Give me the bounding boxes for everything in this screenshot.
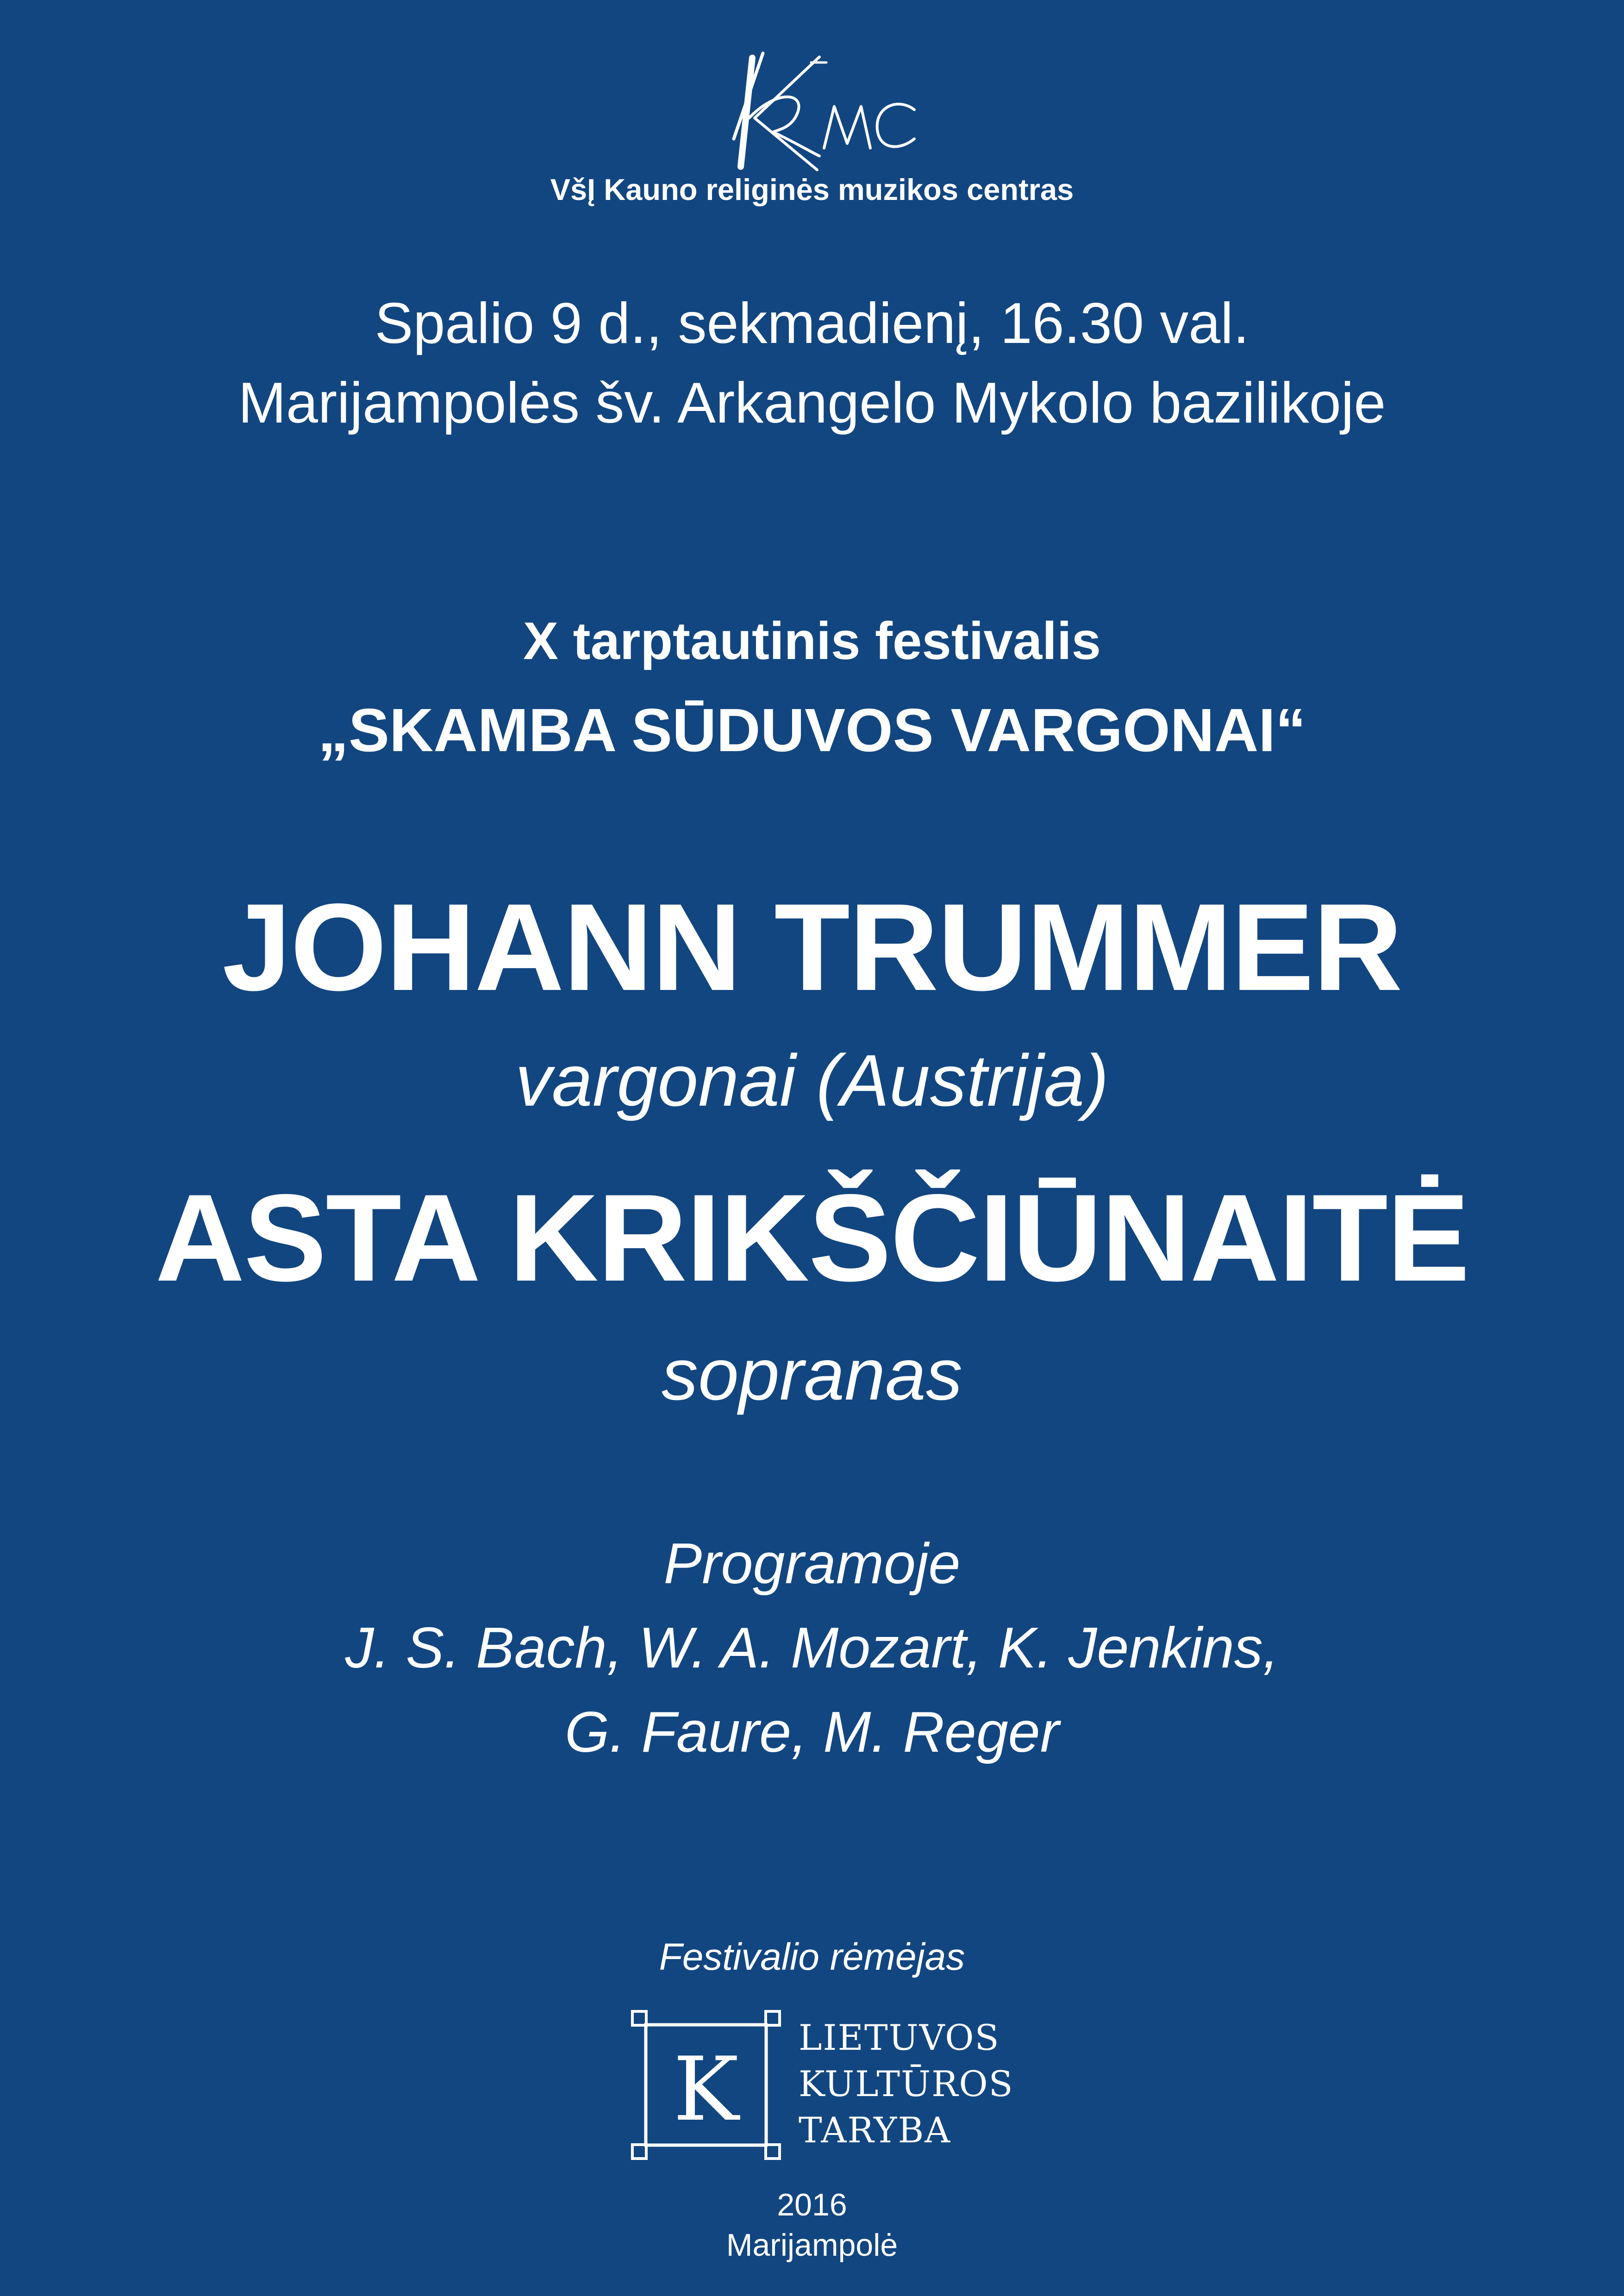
program-heading: Programoje xyxy=(663,1532,961,1596)
festival-title: „SKAMBA SŪDUVOS VARGONAI“ xyxy=(318,696,1306,764)
festival-edition: X tarptautinis festivalis xyxy=(523,612,1101,671)
sponsor-name-line: KULTŪROS xyxy=(799,2063,1014,2104)
footer-city: Marijampolė xyxy=(726,2228,898,2263)
sponsor-heading: Festivalio rėmėjas xyxy=(659,1936,965,1978)
lkt-logo-letter: K xyxy=(673,2038,739,2140)
performer-role: sopranas xyxy=(662,1334,962,1415)
sponsor-name-line: TARYBA xyxy=(799,2109,951,2151)
organizer-name: VšĮ Kauno religinės muzikos centras xyxy=(550,173,1074,206)
event-venue: Marijampolės šv. Arkangelo Mykolo bazilikoje xyxy=(238,371,1386,435)
program-composers: J. S. Bach, W. A. Mozart, K. Jenkins, xyxy=(345,1616,1279,1680)
footer-year: 2016 xyxy=(777,2187,847,2222)
program-composers: G. Faure, M. Reger xyxy=(564,1700,1060,1764)
performer-name: ASTA KRIKŠČIŪNAITĖ xyxy=(155,1168,1469,1307)
performer-name: JOHANN TRUMMER xyxy=(222,877,1402,1016)
sponsor-name-line: LIETUVOS xyxy=(799,2017,1000,2058)
lkt-logo-icon xyxy=(630,2009,782,2161)
performer-role: vargonai (Austrija) xyxy=(515,1040,1109,1121)
krmc-logo xyxy=(708,49,921,178)
event-date: Spalio 9 d., sekmadienį, 16.30 val. xyxy=(375,292,1249,355)
